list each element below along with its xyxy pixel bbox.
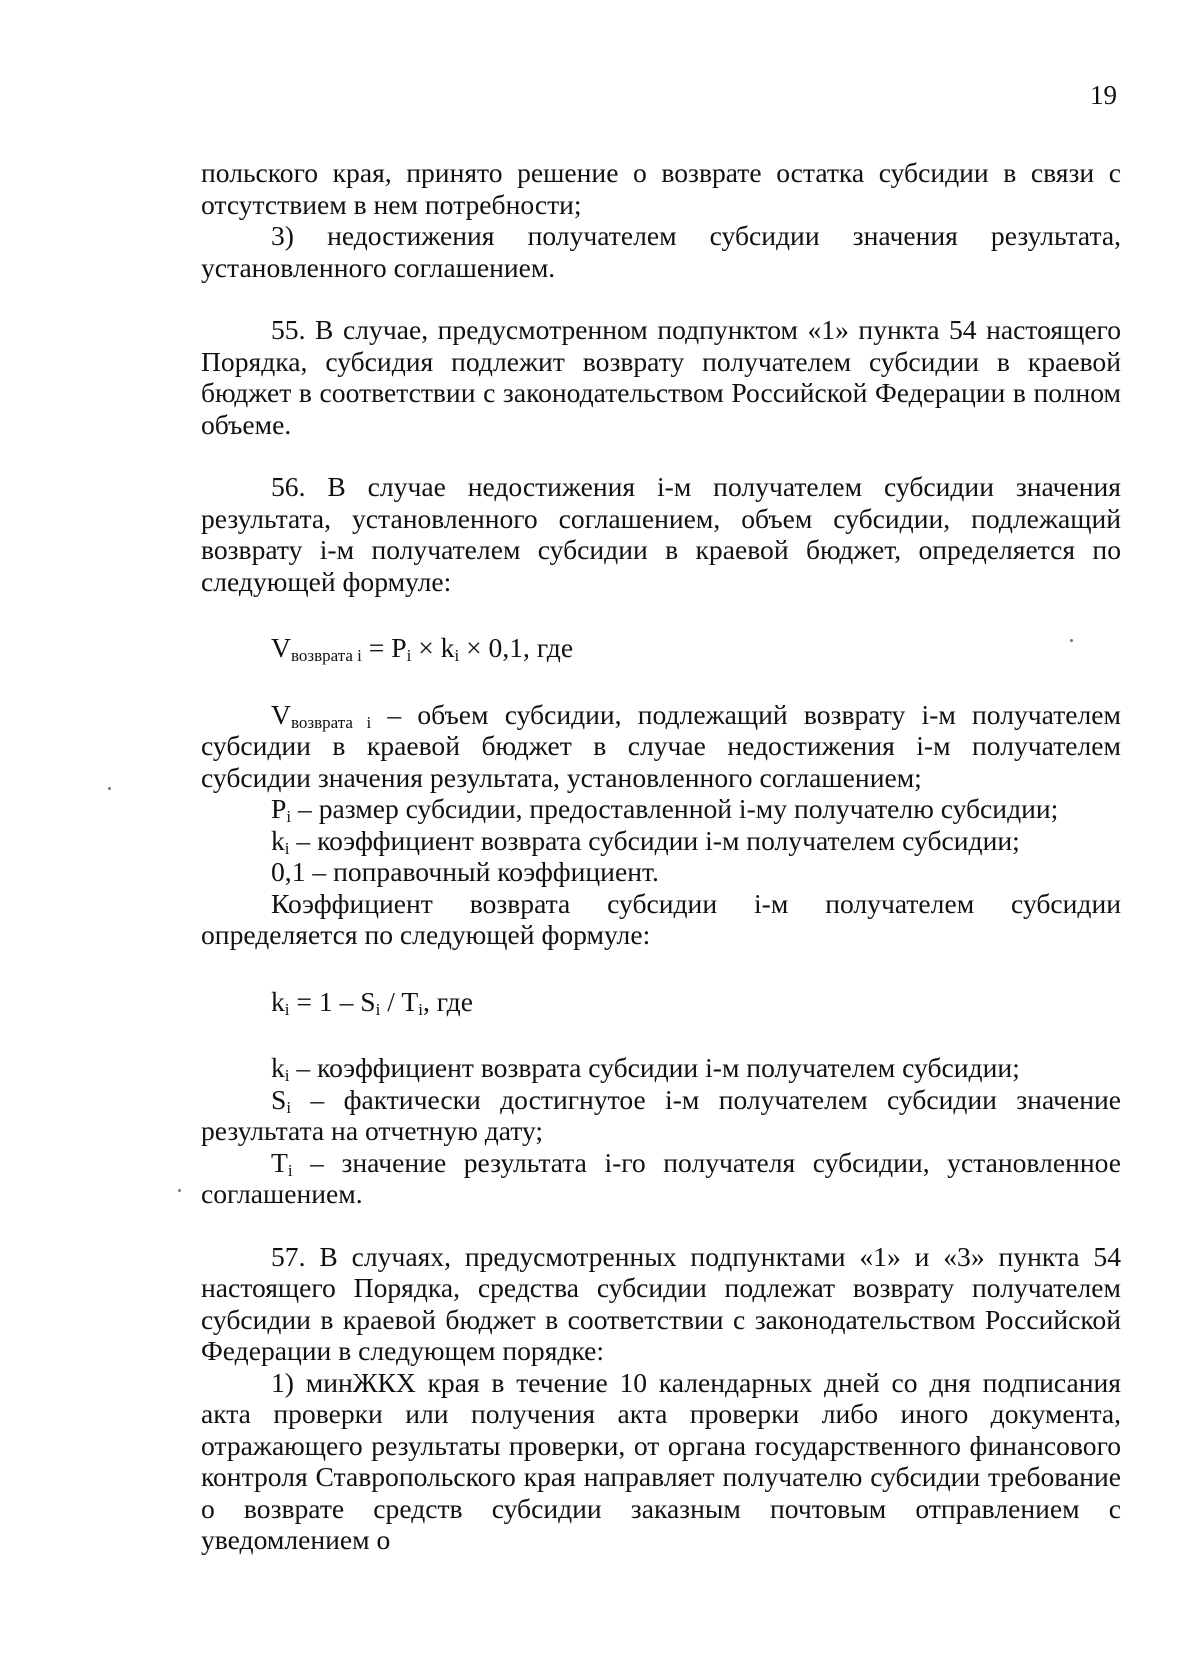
- paragraph-56: 56. В случае недостижения i-м получателем субсидии значения результата, установленного соглашением, объем субсидии, подлежащий возврату i-м получателем субсидии в краевой бюджет, определяется по следующей формуле:: [201, 471, 1121, 597]
- scan-speck: [108, 787, 111, 790]
- definition-v-return: $V_{возврата i}$ – объем субсидии, подлежащий возврату i-м получателем субсидии в краевой бюджет в случае недостижения i-м получателем субсидии значения результата, установленного соглашением;: [201, 698, 1121, 793]
- paragraph-57-item-1: 1) минЖКХ края в течение 10 календарных дней со дня подписания акта проверки или получения акта проверки либо иного документа, отражающего результаты проверки, от органа государственного финансового контроля Ставропольского края направляет получателю субсидии требование о возврате средств субсидии заказным почтовым отправлением с уведомлением о: [201, 1366, 1121, 1555]
- formula-return-volume: $V_{возврата i} = P_i \times k_i \times 0,1$, где: [271, 632, 574, 665]
- definition-correction: 0,1 – поправочный коэффициент.: [271, 856, 659, 887]
- paragraph-55: 55. В случае, предусмотренном подпунктом «1» пункта 54 настоящего Порядка, субсидия подлежит возврату получателем субсидии в краевой бюджет в соответствии с законодательством Российской Федерации в полном объеме.: [201, 314, 1121, 440]
- paragraph-item-3: 3) недостижения получателем субсидии значения результата, установленного соглашением.: [201, 220, 1121, 283]
- definition-p: $P_i$ – размер субсидии, предоставленной i-му получателю субсидии;: [271, 793, 1059, 826]
- formula-coefficient: $k_i = 1 - S_i / T_i$, где: [271, 985, 473, 1019]
- paragraph-coefficient-intro: Коэффициент возврата субсидии i-м получателем субсидии определяется по следующей формуле:: [201, 887, 1121, 950]
- definition2-k: $k_i$ – коэффициент возврата субсидии i-м получателем субсидии;: [271, 1052, 1020, 1085]
- scan-speck: [178, 1189, 181, 1192]
- paragraph-57: 57. В случаях, предусмотренных подпунктами «1» и «3» пункта 54 настоящего Порядка, средства субсидии подлежат возврату получателем субсидии в краевой бюджет в соответствии с законодательством Российской Федерации в следующем порядке:: [201, 1240, 1121, 1366]
- scan-speck: [1070, 639, 1073, 642]
- page-number: 19: [1090, 80, 1117, 110]
- paragraph-continuation: польского края, принято решение о возврате остатка субсидии в связи с отсутствием в нем потребности;: [201, 157, 1121, 220]
- document-body: [201, 157, 1121, 1556]
- definition2-s: $S_i$ – фактически достигнутое i-м получателем субсидии значение результата на отчетную дату;: [201, 1083, 1121, 1146]
- definition-k: $k_i$ – коэффициент возврата субсидии i-м получателем субсидии;: [271, 824, 1020, 858]
- definition2-t: $T_i$ – значение результата i-го получателя субсидии, установленное соглашением.: [201, 1146, 1121, 1209]
